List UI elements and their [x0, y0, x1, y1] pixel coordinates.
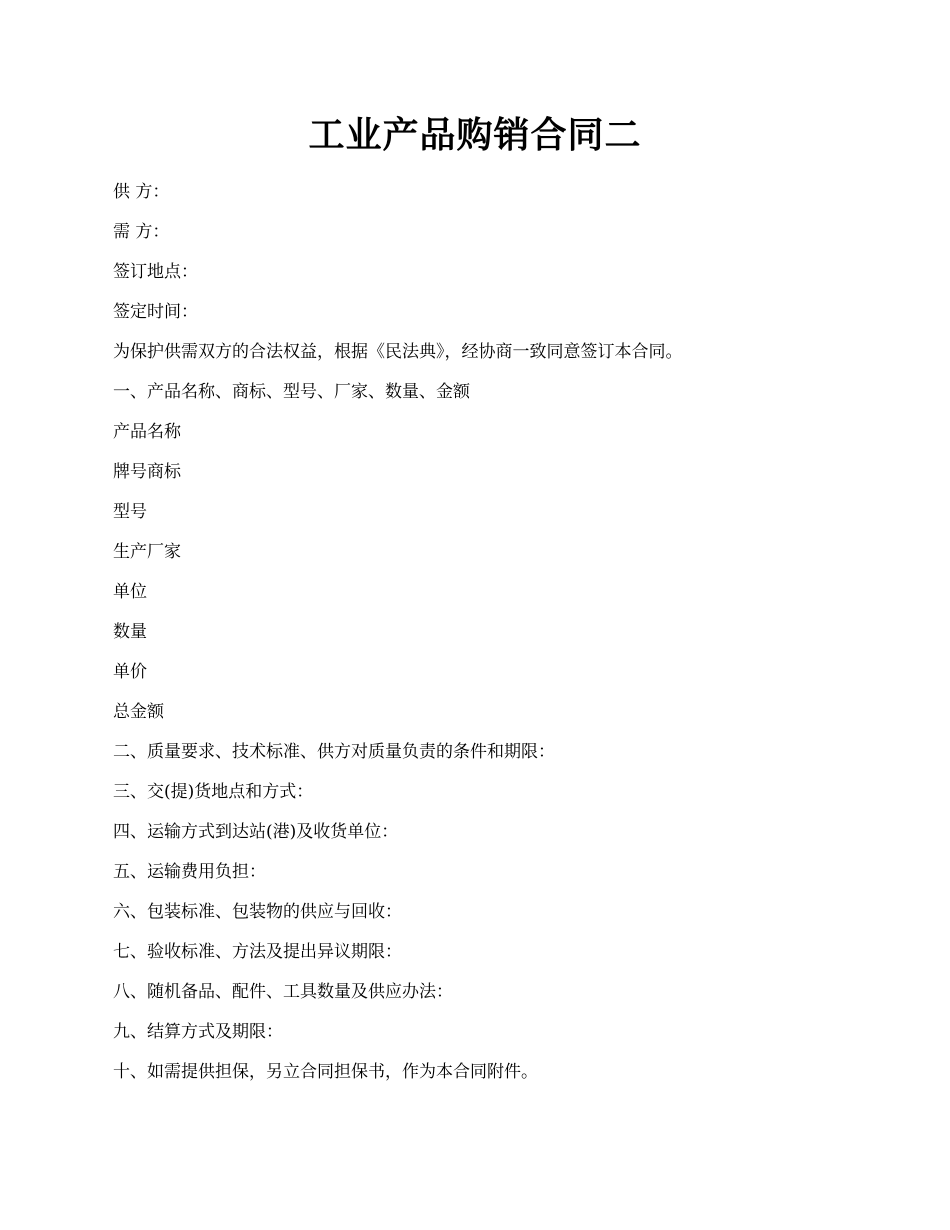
- clause-10: 十、如需提供担保，另立合同担保书，作为本合同附件。: [113, 1062, 538, 1082]
- field-total-amount: 总金额: [113, 702, 164, 722]
- signing-place-line: 签订地点：: [113, 262, 198, 282]
- field-model: 型号: [113, 502, 147, 522]
- field-quantity: 数量: [113, 622, 147, 642]
- signing-time-line: 签定时间：: [113, 302, 198, 322]
- clause-5: 五、运输费用负担：: [113, 862, 266, 882]
- supplier-line: 供 方：: [113, 182, 170, 202]
- field-brand-trademark: 牌号商标: [113, 462, 181, 482]
- preamble-paragraph: 为保护供需双方的合法权益，根据《民法典》，经协商一致同意签订本合同。: [113, 342, 683, 362]
- clause-4: 四、运输方式到达站(港)及收货单位：: [113, 822, 399, 842]
- field-unit-price: 单价: [113, 662, 147, 682]
- clause-9: 九、结算方式及期限：: [113, 1022, 283, 1042]
- clause-7: 七、验收标准、方法及提出异议期限：: [113, 942, 402, 962]
- field-product-name: 产品名称: [113, 422, 181, 442]
- clause-3: 三、交(提)货地点和方式：: [113, 782, 314, 802]
- document-title: 工业产品购销合同二: [308, 114, 642, 156]
- clause-8: 八、随机备品、配件、工具数量及供应办法：: [113, 982, 453, 1002]
- field-manufacturer: 生产厂家: [113, 542, 181, 562]
- buyer-line: 需 方：: [113, 222, 170, 242]
- clause-6: 六、包装标准、包装物的供应与回收：: [113, 902, 402, 922]
- clause-1-heading: 一、产品名称、商标、型号、厂家、数量、金额: [113, 382, 470, 402]
- document-body: [113, 176, 853, 1096]
- clause-2: 二、质量要求、技术标准、供方对质量负责的条件和期限：: [113, 742, 555, 762]
- field-unit: 单位: [113, 582, 147, 602]
